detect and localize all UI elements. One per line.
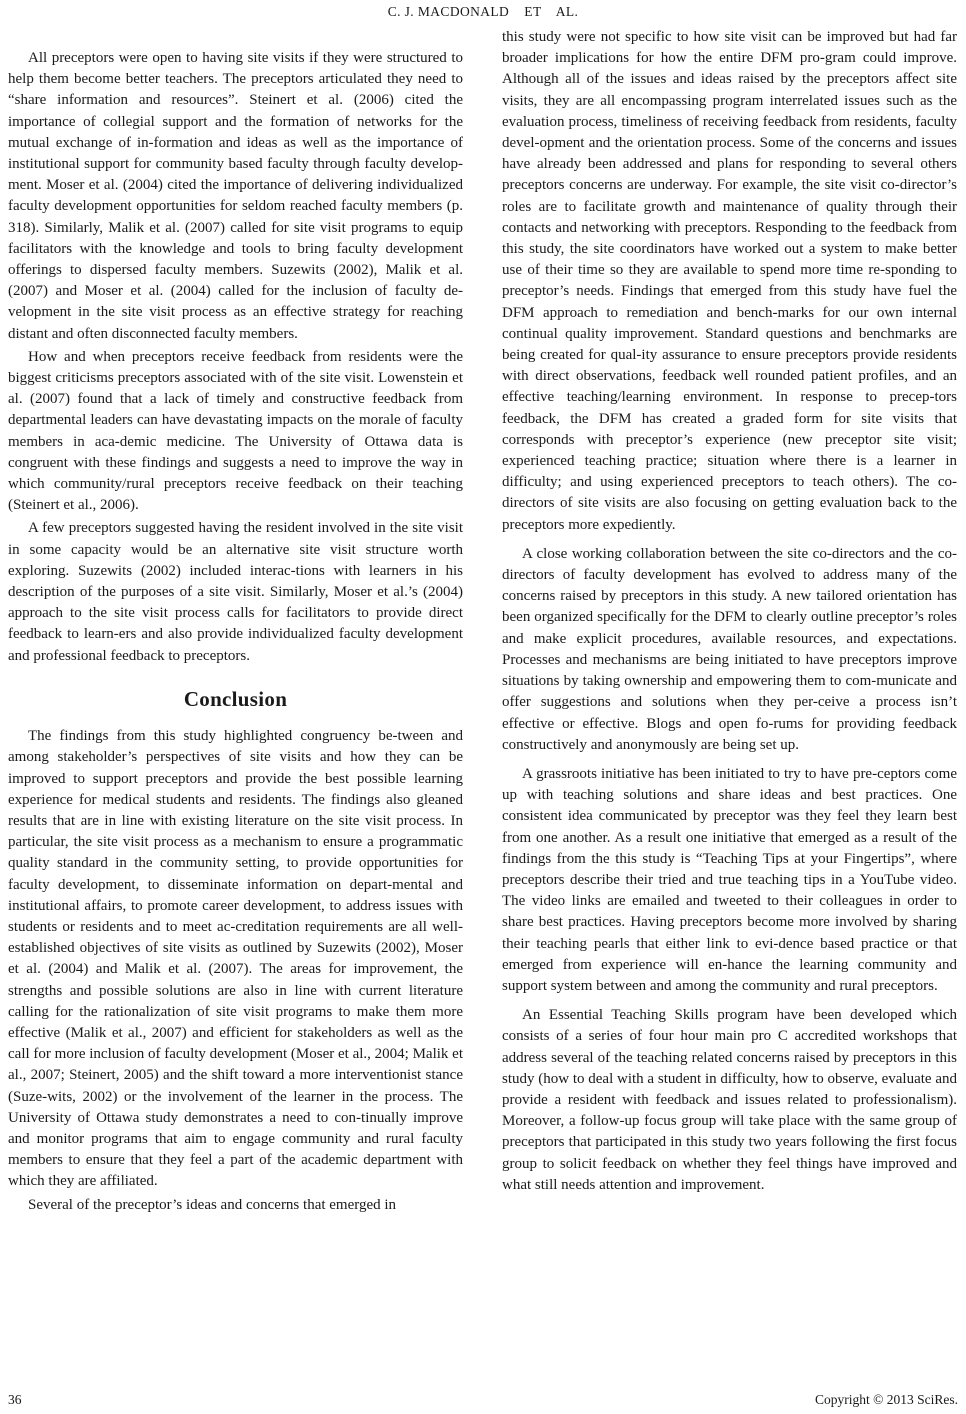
body-paragraph: An Essential Teaching Skills program have been developed which consists of a series of four hour main pro C accredited workshops that address several of the teaching related concerns raised by preceptors in this study (how to deal with a student in difficulty, how to observe, evaluate and provide a resident with feedback and issues related to professionalism). Moreover, a follow-up focus group will take place with the same group of preceptors that participated in this study two years following the first focus group to solicit feedback on whether they feel things have improved and what still needs attention and improvement. — [502, 1007, 957, 1193]
section-heading: Conclusion — [183, 686, 288, 711]
body-paragraph: All preceptors were open to having site visits if they were structured to help them become better teachers. The preceptors articulated they need to “share information and resources”. Steinert et al. (2006) cited the importance of collegial support and the formation of networks for the mutual exchange of in-formation and ideas as well as the importance of institutional support for community based faculty through faculty develop-ment. Moser et al. (2004) cited the importance of delivering individualized faculty development opportunities for seldom reached faculty members (p. 318). Similarly, Malik et al. (2007) called for site visit programs to equip facilitators with the knowledge and tools to bring faculty development offerings to dispersed faculty members. Suzewits (2002), Malik et al. (2007) and Moser et al. (2004) called for the inclusion of faculty de-velopment in the site visit process as an effective strategy for reaching distant and often disconnected faculty members. — [8, 50, 463, 342]
page-number: 36 — [8, 1392, 22, 1407]
body-paragraph: A grassroots initiative has been initiated to try to have pre-ceptors come up with teaching solutions and share ideas and best practices. One consistent idea communicated by preceptor was they feel they learn best from one another. As a result one initiative that emerged as a result of the findings from the this study is “Teaching Tips at your Fingertips”, where preceptors describe their tried and true teaching tips in a YouTube video. The video links are emailed and tweeted to their colleagues in order to share best practices. Having preceptors become more involved by sharing their teaching pearls that either link to evi-dence based practice or that emerged from experience will en-hance the learning community and support system between and among the community and rural preceptors. — [502, 765, 957, 994]
running-head: C. J. MACDONALD ET AL. — [387, 4, 579, 19]
body-paragraph: this study were not specific to how site visit can be improved but had far broader implications for how the entire DFM pro-gram could improve. Although all of the issues and ideas raised by the preceptors affect site visits, they are all encompassing program interrelated issues such as the evaluation process, timeliness of receiving feedback from residents, faculty devel-opment and the orientation process. Some of the concerns and issues have already been addressed and plans for responding to several others preceptors concerns are underway. For example, the site visit co-director’s roles are to facilitate growth and maintenance of quality through their contacts and networking with preceptors. Responding to the feedback from this study, the site coordinators have worked out a system to make better use of their time so they are available to spend more time re-sponding to preceptor’s needs. Findings that emerged from this study have fuel the DFM approach to remediation and bench-marks for our own internal continual quality improvement. Standard questions and benchmarks are being created for qual-ity assurance to ensure preceptors provide residents with direct observations, feedback well rounded patient profiles, and an effective teaching/learning environment. In response to precep-tors feedback, the DFM has created a graded form for site visits that corresponds with preceptor’s experience (new preceptor site visit; experienced teaching practice; situation where there is a learner in difficulty; and using experienced preceptors to teach others). The co-directors of site visits are also focusing on getting evaluation back to the preceptors more expediently. — [502, 29, 957, 533]
body-paragraph: A close working collaboration between the site co-directors and the co-directors of faculty development has evolved to address many of the concerns raised by preceptors in this study. A new tailored orientation has been organized specifically for the DFM to clearly outline preceptor’s roles and make explicit procedures, available resources, and expectations. Processes and mechanisms are being initiated to have preceptors improve situations by taking ownership and empowering them to com-municate and offer suggestions and solutions when they per-ceive a process isn’t effective or effective. Blogs and open fo-rums for providing feedback constructively and anonymously are being set up. — [502, 545, 957, 753]
body-paragraph: A few preceptors suggested having the resident involved in the site visit in some capacity would be an alternative site visit structure worth exploring. Suzewits (2002) included interac-tions with learners in his description of the purposes of a site visit. Similarly, Moser et al.’s (2004) approach to the site visit process calls for facilitators to provide direct feedback to learn-ers and also provide individualized faculty development and professional feedback to preceptors. — [8, 520, 463, 664]
copyright-notice: Copyright © 2013 SciRes. — [814, 1392, 958, 1407]
body-paragraph: Several of the preceptor’s ideas and concerns that emerged in — [28, 1196, 397, 1213]
body-paragraph: How and when preceptors receive feedback from residents were the biggest criticisms preceptors associated with of the site visit. Lowenstein et al. (2007) found that a lack of timely and constructive feedback from departmental leaders can have devastating impacts on the morale of faculty members in aca-demic medicine. The University of Ottawa data is congruent with these findings and suggests a need to improve the way in which community/rural preceptors receive feedback on their teaching (Steinert et al., 2006). — [8, 348, 463, 514]
body-paragraph: The findings from this study highlighted congruency be-tween and among stakeholder’s perspectives of site visits and how they can be improved to support preceptors and provide the best possible learning experience for medical students and residents. The findings also gleaned results that are in line with existing literature on the site visit process. In particular, the site visit process as a mechanism to ensure a programmatic quality standard in the community setting, to provide opportunities for faculty development, to disseminate information on depart-mental and institutional affairs, to promote career development, to address issues with students or residents and to meet ac-creditation requirements are all well-established objectives of site visits as outlined by Suzewits (2002), Moser et al. (2004) and Malik et al. (2007). The areas for improvement, the strengths and possible solutions are also in line with current literature calling for the rationalization of site visit programs to make them more effective (Malik et al., 2007) and efficient for stakeholders as well as the call for more inclusion of faculty development (Moser et al., 2004; Malik et al., 2007; Steinert, 2005) and the shift toward a more interventionist stance (Suze-wits, 2002) or the involvement of the learner in the process. The University of Ottawa study demonstrates a need to con-tinually improve and monitor programs that aim to engage community and rural faculty members to ensure that they feel a part of the academic department with which they are affiliated. — [8, 728, 463, 1190]
left-column — [8, 48, 463, 1216]
right-column — [502, 27, 957, 1196]
